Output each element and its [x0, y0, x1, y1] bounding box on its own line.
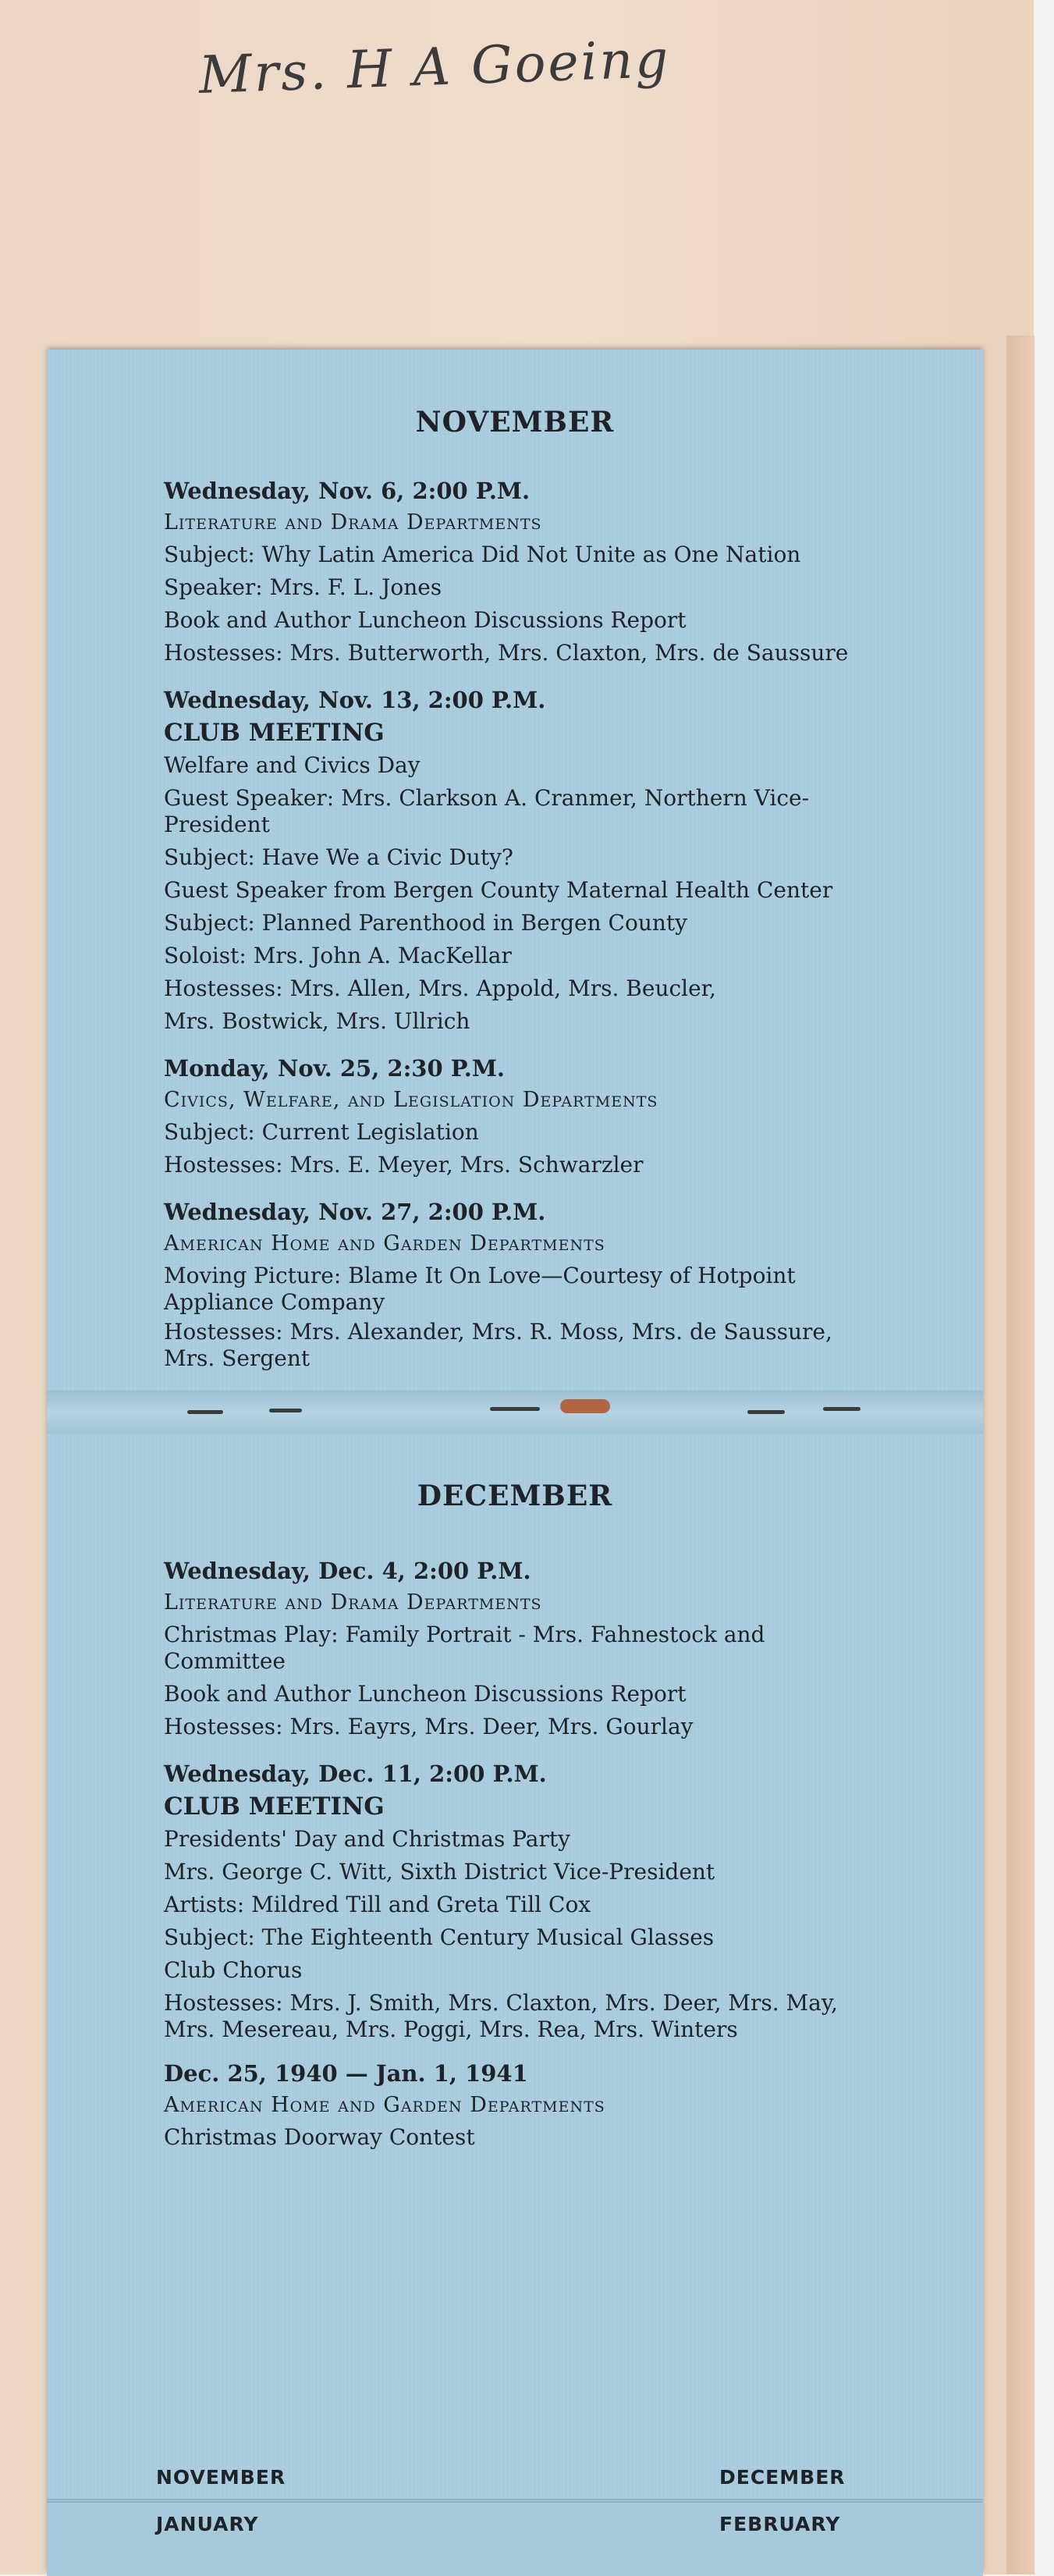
- event-line: Hostesses: Mrs. Alexander, Mrs. R. Moss, Mrs. de Saussure, Mrs. Sergent: [164, 1319, 832, 1371]
- tab-divider: [47, 2499, 983, 2500]
- event-line: Hostesses: Mrs. Butterworth, Mrs. Claxton, Mrs. de Saussure: [164, 640, 849, 666]
- event-department: Literature and Drama Departments: [164, 510, 542, 535]
- month-title-november: NOVEMBER: [415, 406, 615, 439]
- event-line: Subject: Planned Parenthood in Bergen County: [164, 910, 687, 936]
- event-line: Hostesses: Mrs. E. Meyer, Mrs. Schwarzler: [164, 1152, 644, 1178]
- tab-november[interactable]: NOVEMBER: [156, 2466, 286, 2489]
- event-department: American Home and Garden Departments: [164, 2093, 605, 2117]
- event-date: Wednesday, Nov. 27, 2:00 P.M.: [164, 1199, 546, 1225]
- club-meeting-heading: CLUB MEETING: [164, 1793, 385, 1821]
- november-events: [164, 474, 882, 1386]
- event-line: Moving Picture: Blame It On Love—Courtesy of Hotpoint Appliance Company: [164, 1263, 796, 1315]
- event-line: Subject: Why Latin America Did Not Unite as One Nation: [164, 542, 801, 567]
- event-line: Mrs. Bostwick, Mrs. Ullrich: [164, 1008, 470, 1034]
- event-line: Presidents' Day and Christmas Party: [164, 1826, 570, 1852]
- handwritten-signature: Mrs. H A Goeing: [197, 28, 672, 105]
- event-line: Club Chorus: [164, 1957, 303, 1983]
- event-department: Civics, Welfare, and Legislation Departments: [164, 1088, 658, 1112]
- event-nov-27: [164, 1196, 882, 1372]
- event-line: Guest Speaker from Bergen County Maternal Health Center: [164, 877, 833, 903]
- event-department: Literature and Drama Departments: [164, 1590, 542, 1615]
- staple: [187, 1410, 223, 1414]
- event-date: Wednesday, Nov. 13, 2:00 P.M.: [164, 687, 546, 713]
- event-line: Hostesses: Mrs. Allen, Mrs. Appold, Mrs. Beucler,: [164, 975, 716, 1001]
- event-dec-11: [164, 1757, 882, 2043]
- event-dec-4: [164, 1554, 882, 1743]
- event-date: Wednesday, Dec. 4, 2:00 P.M.: [164, 1558, 531, 1584]
- event-nov-13: [164, 684, 882, 1038]
- event-line: Christmas Doorway Contest: [164, 2124, 475, 2150]
- month-title-december: DECEMBER: [417, 1480, 613, 1512]
- december-events: [164, 1554, 882, 2168]
- event-line: Artists: Mildred Till and Greta Till Cox: [164, 1892, 591, 1917]
- event-date: Wednesday, Nov. 6, 2:00 P.M.: [164, 478, 531, 504]
- event-nov-25: [164, 1052, 882, 1181]
- event-line: Book and Author Luncheon Discussions Report: [164, 1681, 687, 1707]
- event-nov-6: [164, 474, 882, 670]
- event-line: Speaker: Mrs. F. L. Jones: [164, 574, 442, 600]
- event-department: American Home and Garden Departments: [164, 1231, 605, 1256]
- event-line: Guest Speaker: Mrs. Clarkson A. Cranmer, Northern Vice-President: [164, 785, 810, 837]
- event-date: Wednesday, Dec. 11, 2:00 P.M.: [164, 1761, 547, 1787]
- staple: [823, 1407, 861, 1411]
- rust-stain: [560, 1399, 610, 1413]
- event-line: Book and Author Luncheon Discussions Report: [164, 607, 687, 633]
- event-line: Subject: The Eighteenth Century Musical Glasses: [164, 1924, 715, 1950]
- event-line: Welfare and Civics Day: [164, 752, 421, 778]
- tab-january[interactable]: JANUARY: [156, 2513, 259, 2535]
- staple: [747, 1410, 785, 1414]
- event-date: Monday, Nov. 25, 2:30 P.M.: [164, 1055, 506, 1082]
- club-meeting-heading: CLUB MEETING: [164, 719, 385, 747]
- event-line: Subject: Have We a Civic Duty?: [164, 844, 513, 870]
- folder-edge: [1006, 336, 1034, 2574]
- event-line: Hostesses: Mrs. Eayrs, Mrs. Deer, Mrs. Gourlay: [164, 1714, 694, 1739]
- event-line: Subject: Current Legislation: [164, 1119, 479, 1145]
- event-line: Mrs. George C. Witt, Sixth District Vice-President: [164, 1859, 715, 1885]
- event-line: Soloist: Mrs. John A. MacKellar: [164, 943, 512, 968]
- staple: [490, 1407, 540, 1411]
- event-date: Dec. 25, 1940 — Jan. 1, 1941: [164, 2060, 528, 2087]
- event-dec-25: [164, 2057, 882, 2154]
- tab-december[interactable]: DECEMBER: [719, 2466, 846, 2489]
- staple: [269, 1409, 302, 1412]
- event-line: Hostesses: Mrs. J. Smith, Mrs. Claxton, Mrs. Deer, Mrs. May, Mrs. Mesereau, Mrs. Poggi, Mrs. Rea, Mrs. Winters: [164, 1990, 838, 2042]
- tab-february[interactable]: FEBRUARY: [719, 2513, 841, 2535]
- event-line: Christmas Play: Family Portrait - Mrs. Fahnestock and Committee: [164, 1622, 765, 1674]
